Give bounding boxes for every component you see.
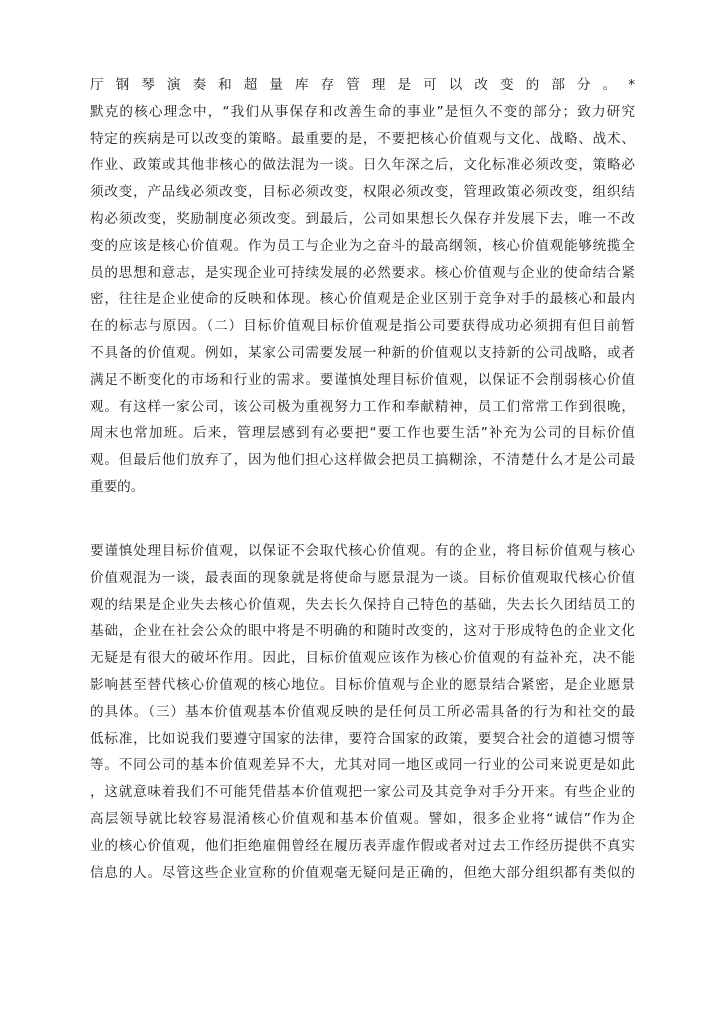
paragraph-line: ，这就意味着我们不可能凭借基本价值观把一家公司及其竞争对手分开来。有些企业的: [90, 784, 635, 801]
paragraph-line: 低标准，比如说我们要遵守国家的法律，要符合国家的政策，要契合社会的道德习惯等: [90, 730, 635, 747]
paragraph-line: 重要的。: [90, 478, 145, 495]
paragraph-line: 在的标志与原因。（二）目标价值观目标价值观是指公司要获得成功必须拥有但目前暂: [90, 318, 635, 335]
paragraph-line: 信息的人。尽管这些企业宣称的价值观毫无疑问是正确的，但绝大部分组织都有类似的: [90, 864, 635, 881]
paragraph-line: 价值观混为一谈，最表面的现象就是将使命与愿景混为一谈。目标价值观取代核心价值: [90, 569, 635, 586]
paragraph-1: [90, 72, 635, 501]
paragraph-line: 基础，企业在社会公众的眼中将是不明确的和随时改变的，这对于形成特色的企业文化: [90, 623, 635, 640]
paragraph-line: 的具体。（三）基本价值观基本价值观反映的是任何员工所必需具备的行为和社交的最: [90, 703, 635, 720]
paragraph-line: 厅钢琴演奏和超量库存管理是可以改变的部分。*: [90, 77, 635, 93]
paragraph-line: 观。有这样一家公司，该公司极为重视努力工作和奉献精神，员工们常常工作到很晚，: [90, 398, 635, 415]
paragraph-line: 业的核心价值观，他们拒绝雇佣曾经在履历表弄虚作假或者对过去工作经历提供不真实: [90, 837, 635, 854]
paragraph-line: 变的应该是核心价值观。作为员工与企业为之奋斗的最高纲领，核心价值观能够统揽全: [90, 237, 635, 254]
paragraph-line: 密，往往是企业使命的反映和体现。核心价值观是企业区别于竞争对手的最核心和最内: [90, 291, 635, 308]
paragraph-line: 观的结果是企业失去核心价值观，失去长久保持自己特色的基础，失去长久团结员工的: [90, 596, 635, 613]
paragraph-line: 员的思想和意志，是实现企业可持续发展的必然要求。核心价值观与企业的使命结合紧: [90, 264, 635, 281]
paragraph-line: 须改变，产品线必须改变，目标必须改变，权限必须改变，管理政策必须改变，组织结: [90, 184, 635, 201]
paragraph-line: 要谨慎处理目标价值观，以保证不会取代核心价值观。有的企业，将目标价值观与核心: [90, 543, 635, 559]
paragraph-line: 作业、政策或其他非核心的做法混为一谈。日久年深之后，文化标准必须改变，策略必: [90, 157, 635, 174]
paragraph-line: 构必须改变，奖励制度必须改变。到最后，公司如果想长久保存并发展下去，唯一不改: [90, 210, 635, 227]
paragraph-line: 周末也常加班。后来，管理层感到有必要把“要工作也要生活”补充为公司的目标价值: [90, 425, 635, 442]
paragraph-2: [90, 538, 635, 886]
paragraph-line: 观。但最后他们放弃了，因为他们担心这样做会把员工搞糊涂，不清楚什么才是公司最: [90, 452, 635, 469]
paragraph-line: 特定的疾病是可以改变的策略。最重要的是，不要把核心价值观与文化、战略、战术、: [90, 130, 635, 147]
paragraph-line: 默克的核心理念中，“我们从事保存和改善生命的事业”是恒久不变的部分；致力研究: [90, 103, 635, 120]
paragraph-line: 满足不断变化的市场和行业的需求。要谨慎处理目标价值观，以保证不会削弱核心价值: [90, 371, 635, 388]
paragraph-line: 影响甚至替代核心价值观的核心地位。目标价值观与企业的愿景结合紧密，是企业愿景: [90, 676, 635, 693]
paragraph-line: 等。不同公司的基本价值观差异不大，尤其对同一地区或同一行业的公司来说更是如此: [90, 757, 635, 774]
paragraph-line: 无疑是有很大的破坏作用。因此，目标价值观应该作为核心价值观的有益补充，决不能: [90, 650, 635, 667]
paragraph-line: 高层领导就比较容易混淆核心价值观和基本价值观。譬如，很多企业将“诚信”作为企: [90, 810, 635, 827]
paragraph-line: 不具备的价值观。例如，某家公司需要发展一种新的价值观以支持新的公司战略，或者: [90, 344, 635, 361]
